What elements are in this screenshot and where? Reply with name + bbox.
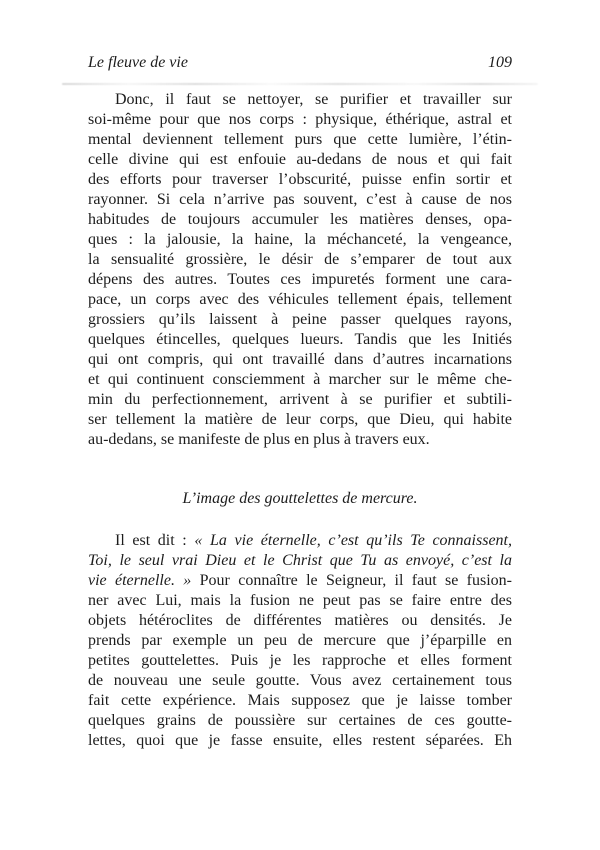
text-line: soi-même pour que nos corps : physique, éthérique, astral et	[88, 111, 512, 128]
text-line	[88, 531, 512, 551]
text-line: quelques grains de poussière sur certaines de ces goutte-	[88, 712, 512, 729]
text-line: habitudes de toujours accumuler les matières denses, opa-	[88, 211, 512, 228]
text-line: ques : la jalousie, la haine, la méchanceté, la vengeance,	[88, 231, 512, 248]
text-line: quelques étincelles, quelques lueurs. Tandis que les Initiés	[88, 331, 512, 348]
text-line: qui ont compris, qui ont travaillé dans d’autres incarnations	[88, 351, 512, 368]
text-line: mental deviennent tellement purs que cette lumière, l’étin-	[88, 131, 512, 148]
text-line: dépens des autres. Toutes ces impuretés forment une cara-	[88, 271, 512, 288]
text-line: fait cette expérience. Mais supposez que je laisse tomber	[88, 692, 512, 709]
text-line: petites gouttelettes. Puis je les rapproche et elles forment	[88, 652, 512, 669]
text-line: la sensualité grossière, le désir de s’emparer de tout aux	[88, 251, 512, 268]
section-heading: L’image des gouttelettes de mercure.	[182, 490, 418, 507]
text-line: grossiers qu’ils laissent à peine passer quelques rayons,	[88, 311, 512, 328]
text-segment-italic: vie éternelle. »	[88, 572, 200, 589]
text-line: lettes, quoi que je fasse ensuite, elles restent séparées. Eh	[88, 732, 512, 749]
running-title: Le fleuve de vie	[88, 54, 188, 71]
paragraph-1	[88, 90, 512, 450]
text-line: ner avec Lui, mais la fusion ne peut pas se faire entre des	[88, 592, 512, 609]
text-line: ser tellement la matière de leur corps, que Dieu, qui habite	[88, 411, 512, 428]
text-line: celle divine qui est enfouie au-dedans de nous et qui fait	[88, 151, 512, 168]
text-line: et qui continuent consciemment à marcher sur le même che-	[88, 371, 512, 388]
text-line: Toi, le seul vrai Dieu et le Christ que Tu as envoyé, c’est la	[88, 552, 512, 569]
page-number: 109	[488, 54, 512, 71]
running-header	[88, 54, 512, 72]
header-rule	[62, 83, 538, 85]
text-line: prends par exemple un peu de mercure que j’éparpille en	[88, 632, 512, 649]
text-line: min du perfectionnement, arrivent à se purifier et subtili-	[88, 391, 512, 408]
text-segment-italic: « La vie éternelle, c’est qu’ils Te connaissent,	[194, 532, 512, 549]
text-line: des efforts pour traverser l’obscurité, puisse enfin sortir et	[88, 171, 512, 188]
text-segment: Il est dit :	[115, 532, 195, 549]
text-line: Donc, il faut se nettoyer, se purifier et travailler sur	[115, 91, 512, 108]
text-line	[88, 571, 512, 591]
text-line: rayonner. Si cela n’arrive pas souvent, c’est à cause de nos	[88, 191, 512, 208]
paragraph-2	[88, 531, 512, 751]
text-line: au-dedans, se manifeste de plus en plus à travers eux.	[88, 431, 430, 448]
text-segment: Pour connaître le Seigneur, il faut se fusion-	[199, 572, 513, 589]
text-line: objets hétéroclites de différentes matières ou densités. Je	[88, 612, 512, 629]
text-line: pace, un corps avec des véhicules tellement épais, tellement	[88, 291, 512, 308]
text-line: de nouveau une seule goutte. Vous avez certainement tous	[88, 672, 512, 689]
